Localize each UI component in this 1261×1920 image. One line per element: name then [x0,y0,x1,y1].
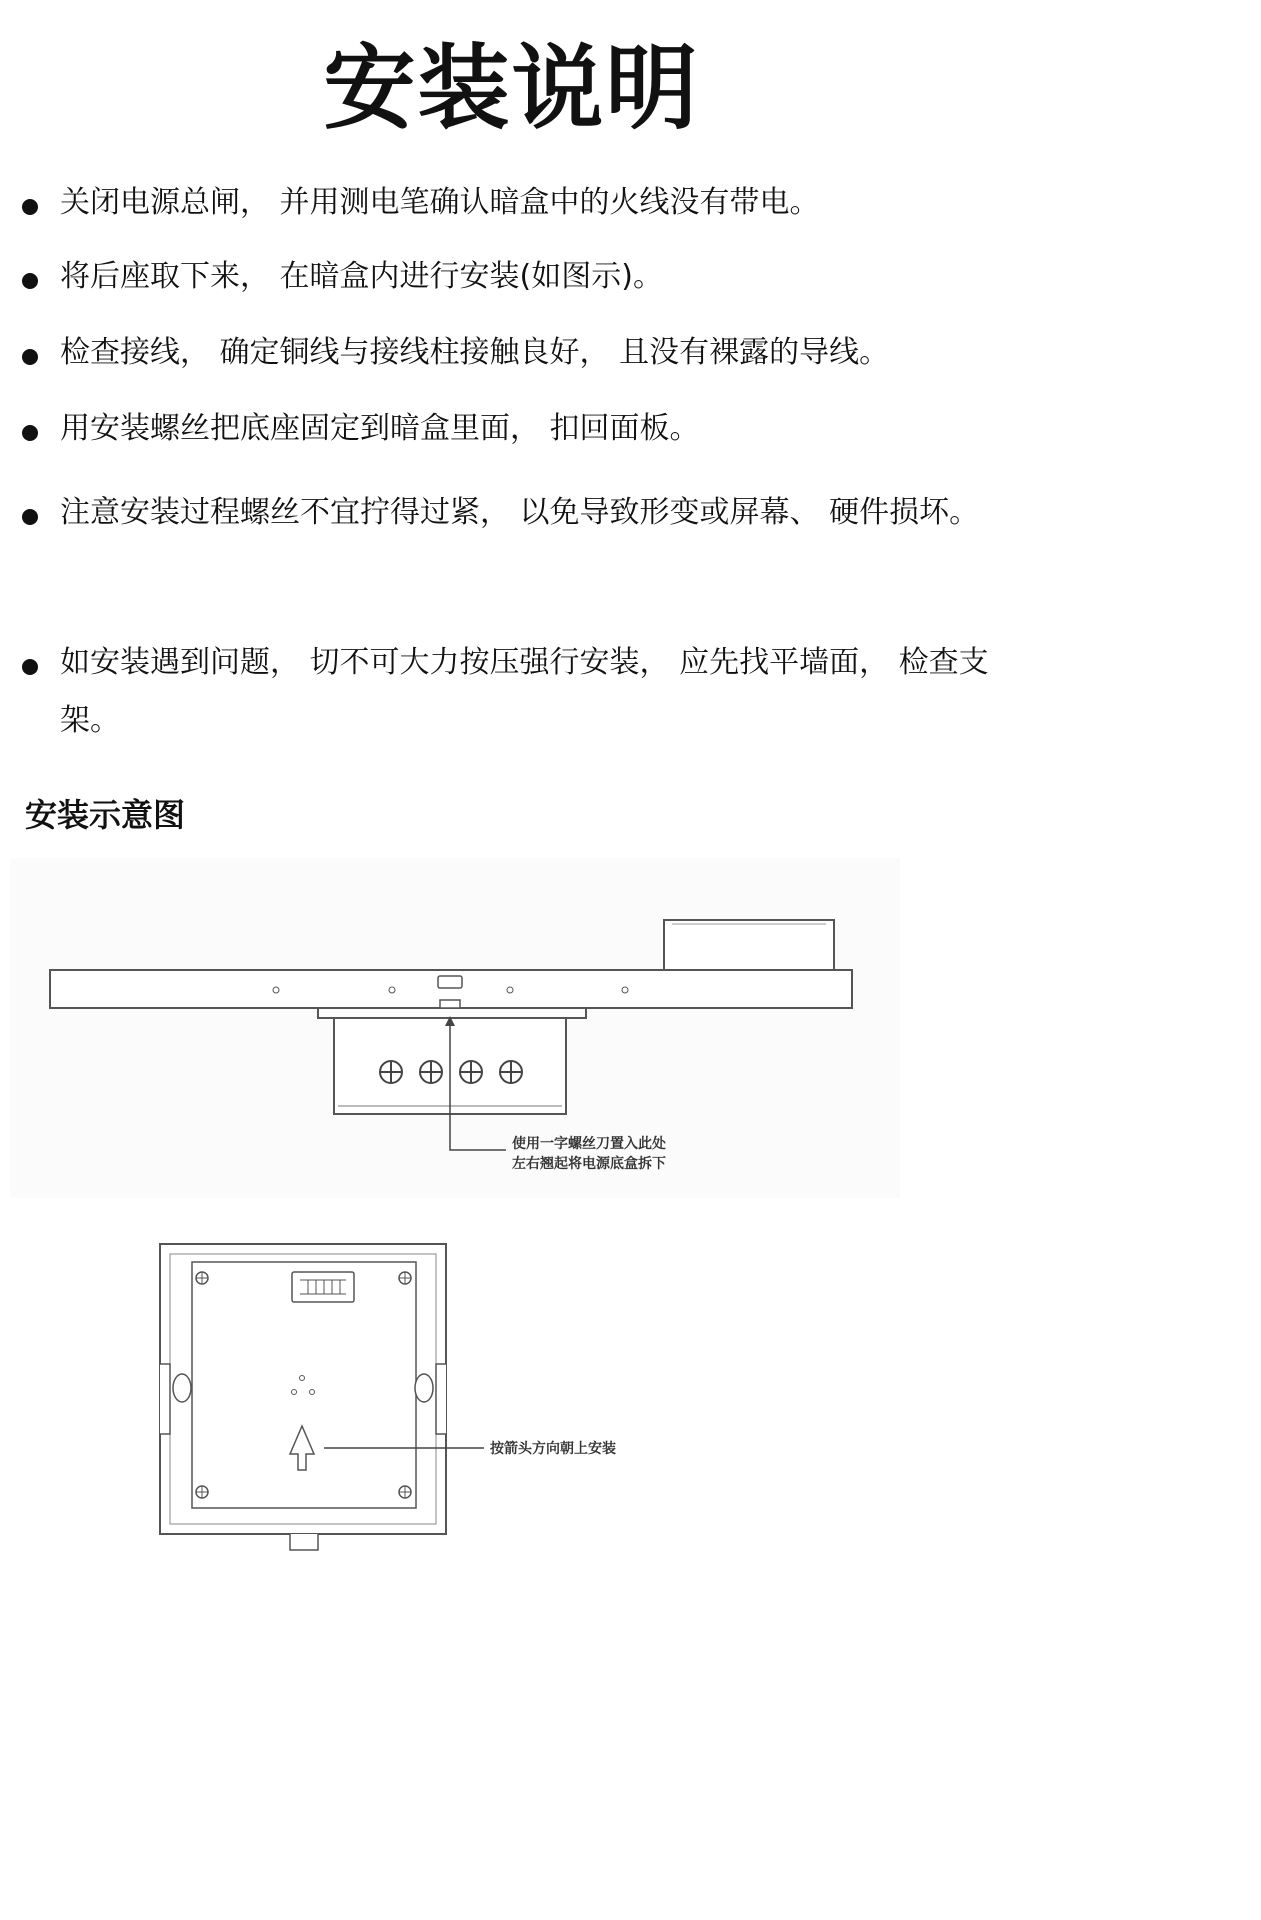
side-view-note: 左右翘起将电源底盒拆下 [512,1156,666,1172]
mounting-plate [50,970,852,1008]
bullet-icon [22,349,38,365]
list-item-text: 检查接线， 确定铜线与接线柱接触良好， 且没有裸露的导线。 [60,335,890,370]
bullet-icon [22,659,38,675]
corner-screw-icon [196,1486,208,1498]
terminal-screw-icon [500,1061,522,1083]
mounting-slot-icon [173,1374,191,1402]
installation-diagram [0,858,1023,1568]
mounting-slot-icon [415,1374,433,1402]
corner-screw-icon [399,1486,411,1498]
back-view-note: 按箭头方向朝上安装 [490,1441,616,1457]
list-item-text: 用安装螺丝把底座固定到暗盒里面， 扣回面板。 [60,411,700,446]
corner-screw-icon [399,1272,411,1284]
section-title: 安装示意图 [25,796,186,834]
list-item-text: 如安装遇到问题， 切不可大力按压强行安装， 应先找平墙面， 检查支架。 [60,645,989,738]
terminal-screw-icon [380,1061,402,1083]
corner-screw-icon [196,1272,208,1284]
side-view-note: 使用一字螺丝刀置入此处 [512,1136,666,1152]
bullet-icon [22,509,38,525]
page-title: 安装说明 [323,35,700,142]
list-item-text: 关闭电源总闸， 并用测电笔确认暗盒中的火线没有带电。 [60,185,820,220]
terminal-screw-icon [460,1061,482,1083]
terminal-screw-icon [420,1061,442,1083]
bullet-icon [22,199,38,215]
list-item-text: 将后座取下来， 在暗盒内进行安装(如图示)。 [60,259,663,294]
list-item-text: 注意安装过程螺丝不宜拧得过紧， 以免导致形变或屏幕、 硬件损坏。 [60,495,980,530]
back-plate [160,1244,446,1550]
bullet-icon [22,425,38,441]
bullet-icon [22,273,38,289]
panel-cover [664,920,834,970]
